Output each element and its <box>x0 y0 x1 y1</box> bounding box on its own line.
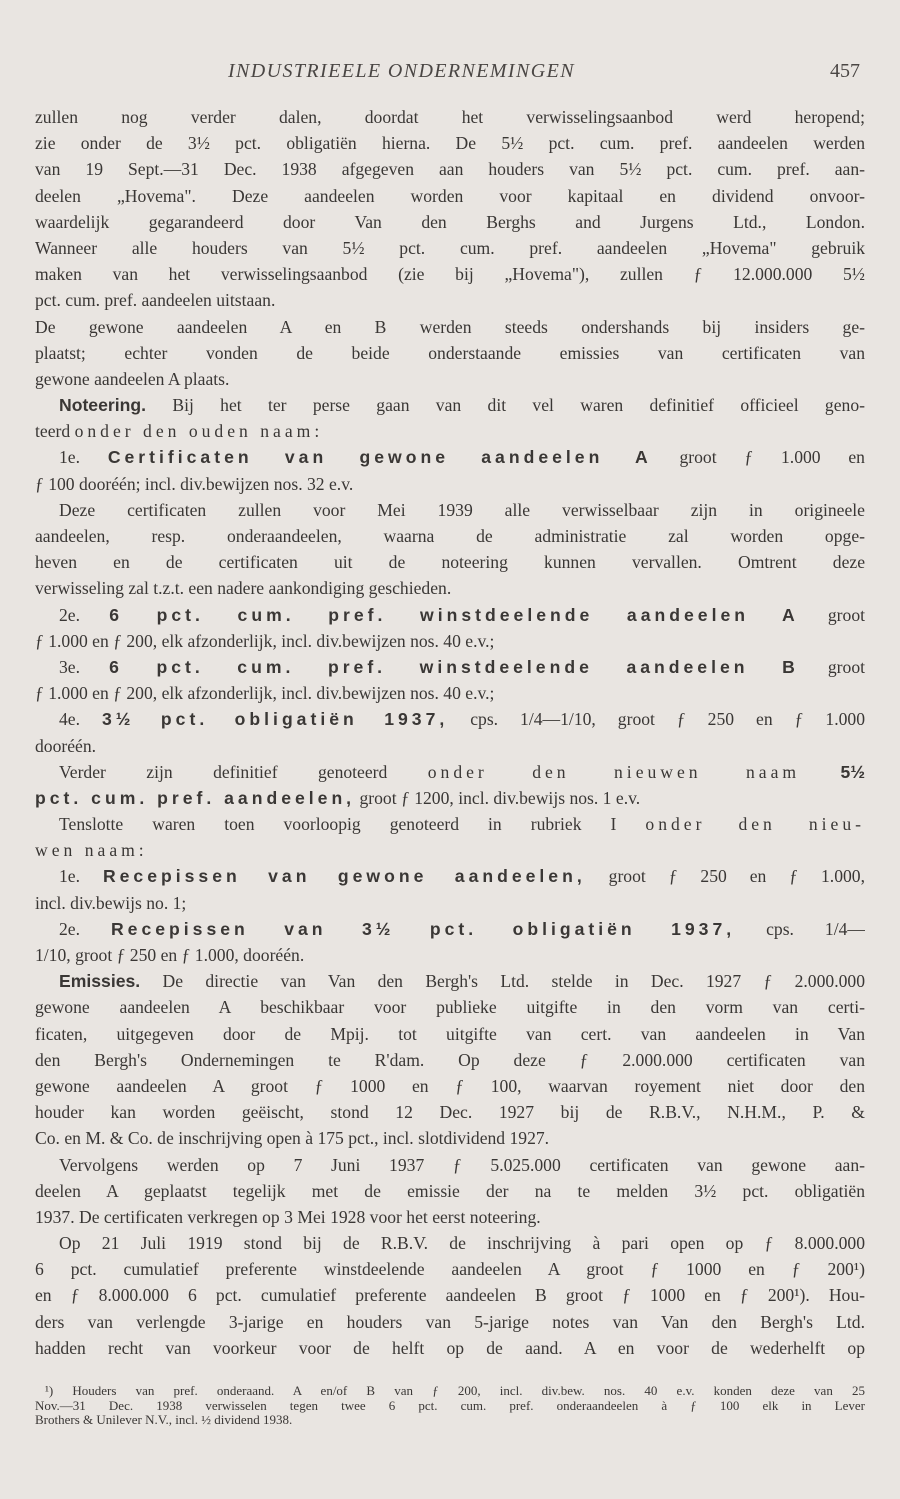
spaced-text: onder den nieuwen naam <box>427 761 801 782</box>
text-line: 1937. De certificaten verkregen op 3 Mei 1928 voor het eerst noteering. <box>35 1206 541 1227</box>
list-item <box>35 706 865 732</box>
text-line: 1/10, groot ƒ 250 en ƒ 1.000, dooréén. <box>35 945 305 965</box>
text-line: ders van verlengde 3-jarige en houders van 5-jarige notes van Van den Bergh's Ltd. <box>35 1311 865 1332</box>
text-line: verwisseling zal t.z.t. een nadere aankondiging geschieden. <box>35 578 452 599</box>
footnote <box>35 1384 865 1428</box>
text-line: ƒ 100 dooréén; incl. div.bewijzen nos. 32 e.v. <box>35 473 354 494</box>
text-line <box>35 418 865 444</box>
text-span: De directie van Van den Bergh's Ltd. stelde in Dec. 1927 ƒ 2.000.000 <box>162 971 865 992</box>
footnote-line: Nov.—31 Dec. 1938 verwisselen tegen twee 6 pct. cum. pref. onderaandeelen à ƒ 100 elk in Lever <box>35 1398 865 1413</box>
running-title: INDUSTRIEELE ONDERNEMINGEN <box>228 60 575 82</box>
text-span: Verder zijn definitief genoteerd <box>59 761 388 782</box>
text-span: cps. 1/4— <box>766 918 865 939</box>
text-span: groot ƒ 1.000 en <box>679 447 865 468</box>
text-line: deelen A geplaatst tegelijk met de emissie der na te melden 3½ pct. obligatiën <box>35 1180 865 1201</box>
text-line: ƒ 1.000 en ƒ 200, elk afzonderlijk, incl. div.bewijzen nos. 40 e.v.; <box>35 683 495 704</box>
text-line: deelen „Hovema". Deze aandeelen worden voor kapitaal en dividend onvoor- <box>35 185 865 206</box>
text-line: hadden recht van voorkeur voor de helft op de aand. A en voor de wederhelft op <box>35 1337 865 1358</box>
text-span: groot ƒ 250 en ƒ 1.000, <box>608 866 865 887</box>
text-line <box>35 759 865 785</box>
text-line: gewone aandeelen A groot ƒ 1000 en ƒ 100, waarvan royement niet door den <box>35 1075 865 1096</box>
text-span: Bij het ter perse gaan van dit vel waren definitief officieel geno- <box>172 395 865 416</box>
text-line: Vervolgens werden op 7 Juni 1937 ƒ 5.025.000 certificaten van gewone aan- <box>59 1154 865 1175</box>
text-line: en ƒ 8.000.000 6 pct. cumulatief preferente aandeelen B groot ƒ 1000 en ƒ 200¹). Hou- <box>35 1285 865 1306</box>
text-line: waardelijk gegarandeerd door Van den Berghs and Jurgens Ltd., London. <box>35 211 865 232</box>
list-item <box>35 444 865 470</box>
item-title: 6 pct. cum. pref. winstdeelende aandeelen B <box>109 656 799 677</box>
text-line: pct. cum. pref. aandeelen uitstaan. <box>35 290 276 311</box>
item-number: 2e. <box>59 604 81 625</box>
text-span: teerd <box>35 421 71 442</box>
text-line: maken van het verwisselingsaanbod (zie bij „Hovema"), zullen ƒ 12.000.000 5½ <box>35 264 865 285</box>
text-span: groot ƒ 1200, incl. div.bewijs nos. 1 e.v. <box>359 787 641 808</box>
text-line: incl. div.bewijs no. 1; <box>35 892 187 913</box>
text-line: 6 pct. cumulatief preferente winstdeelende aandeelen A groot ƒ 1000 en ƒ 200¹) <box>35 1259 865 1280</box>
text-span: groot <box>827 656 865 677</box>
footnote-line: Brothers & Unilever N.V., incl. ½ dividend 1938. <box>35 1413 293 1427</box>
text-span: groot <box>827 604 865 625</box>
item-title: pct. cum. pref. aandeelen, <box>35 787 356 808</box>
text-line: dooréén. <box>35 735 97 756</box>
text-line: ficaten, uitgegeven door de Mpij. tot uitgifte van cert. van aandeelen in Van <box>35 1023 865 1044</box>
text-line <box>35 785 865 811</box>
text-line: plaatst; echter vonden de beide onderstaande emissies van certificaten van <box>35 342 865 363</box>
text-line: gewone aandeelen A beschikbaar voor publieke uitgifte in den vorm van certi- <box>35 997 865 1018</box>
text-line: houder kan worden geëischt, stond 12 Dec. 1927 bij de R.B.V., N.H.M., P. & <box>35 1102 865 1123</box>
text-line: aandeelen, resp. onderaandeelen, waarna de administratie zal worden opge- <box>35 526 865 546</box>
list-item <box>35 916 865 942</box>
text-line: Wanneer alle houders van 5½ pct. cum. pref. aandeelen „Hovema" gebruik <box>35 237 865 258</box>
text-line: van 19 Sept.—31 Dec. 1938 afgegeven aan houders van 5½ pct. cum. pref. aan- <box>35 159 865 180</box>
text-span: 5½ <box>840 761 865 782</box>
item-title: Recepissen van 3½ pct. obligatiën 1937, <box>110 918 736 939</box>
list-item <box>35 602 865 628</box>
text-line: Op 21 Juli 1919 stond bij de R.B.V. de inschrijving à pari open op ƒ 8.000.000 <box>59 1233 865 1254</box>
text-line: gewone aandeelen A plaats. <box>35 368 230 389</box>
text-line: zullen nog verder dalen, doordat het verwisselingsaanbod werd heropend; <box>35 107 865 127</box>
text-line: Deze certificaten zullen voor Mei 1939 alle verwisselbaar zijn in origineele <box>59 499 865 520</box>
text-line: Co. en M. & Co. de inschrijving open à 175 pct., incl. slotdividend 1927. <box>35 1128 550 1149</box>
section-label-noteering: Noteering. <box>59 395 146 416</box>
footnote-line: ¹) Houders van pref. onderaand. A en/of B van ƒ 200, incl. div.bew. nos. 40 e.v. konden deze van 25 <box>45 1384 865 1398</box>
text-line: ƒ 1.000 en ƒ 200, elk afzonderlijk, incl. div.bewijzen nos. 40 e.v.; <box>35 630 495 651</box>
item-number: 1e. <box>59 447 81 468</box>
text-line: heven en de certificaten uit de noteering kunnen vervallen. Omtrent deze <box>35 552 865 573</box>
spaced-text: onder den nieu- <box>645 814 865 835</box>
text-line: zie onder de 3½ pct. obligatiën hierna. De 5½ pct. cum. pref. aandeelen werden <box>35 133 865 154</box>
text-line <box>35 811 865 837</box>
text-line: De gewone aandeelen A en B werden steeds ondershands bij insiders ge- <box>35 316 865 337</box>
spaced-text: onder den ouden naam: <box>74 421 324 442</box>
body-text <box>35 104 865 1361</box>
item-title: Recepissen van gewone aandeelen, <box>102 866 586 887</box>
section-label-emissies: Emissies. <box>59 971 141 992</box>
item-title: 6 pct. cum. pref. winstdeelende aandeelen A <box>109 604 799 625</box>
item-number: 2e. <box>59 918 81 939</box>
list-item <box>35 863 865 889</box>
page-number: 457 <box>830 60 860 82</box>
item-title: 3½ pct. obligatiën 1937, <box>102 709 449 730</box>
item-number: 4e. <box>59 709 81 730</box>
item-number: 3e. <box>59 656 81 677</box>
item-title: Certificaten van gewone aandeelen A <box>107 447 652 468</box>
item-number: 1e. <box>59 866 81 887</box>
text-span: cps. 1/4—1/10, groot ƒ 250 en ƒ 1.000 <box>470 709 865 730</box>
page-header <box>0 60 900 90</box>
list-item <box>35 654 865 680</box>
text-line: den Bergh's Ondernemingen te R'dam. Op deze ƒ 2.000.000 certificaten van <box>35 1049 865 1070</box>
emissies-line <box>35 968 865 994</box>
text-line: wen naam: <box>35 840 148 861</box>
noteering-line <box>35 392 865 418</box>
text-span: Tenslotte waren toen voorloopig genoteerd in rubriek I <box>59 814 617 835</box>
